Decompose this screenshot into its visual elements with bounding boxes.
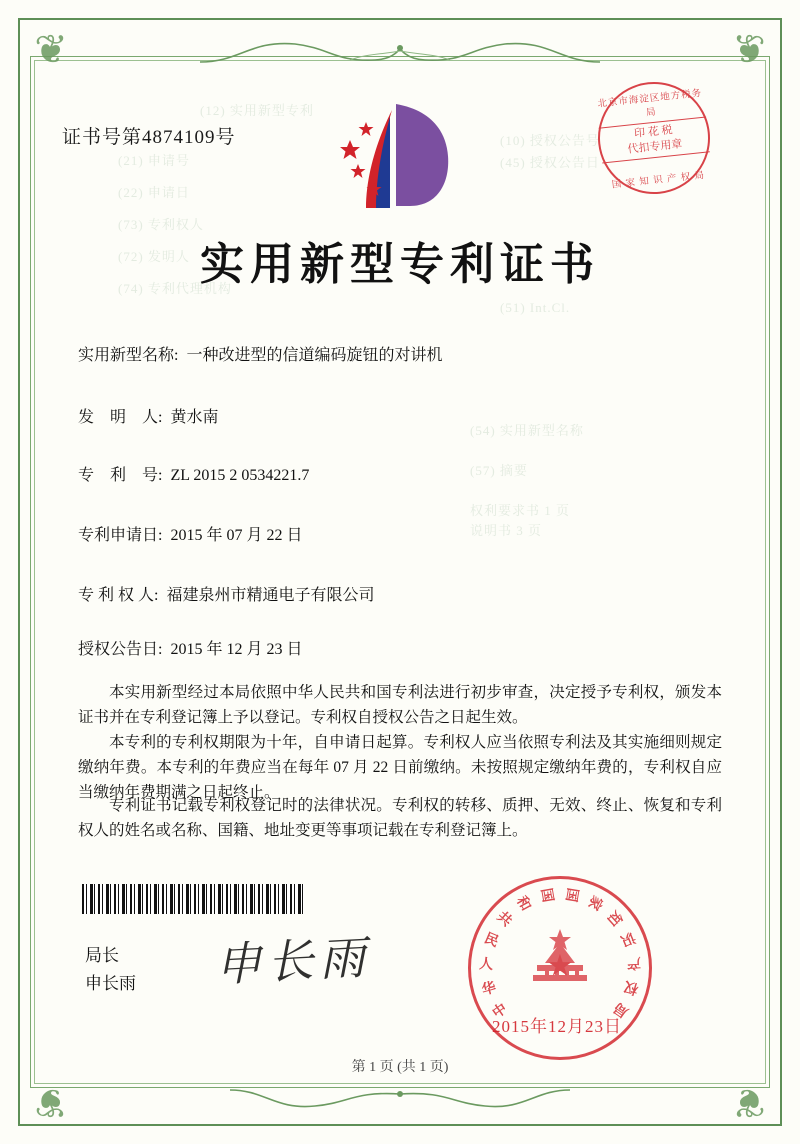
seal-ring-char: 和 <box>513 894 533 914</box>
page-footer: 第 1 页 (共 1 页) <box>351 1060 449 1075</box>
seal-ring-char: 产 <box>626 954 642 970</box>
seal-ring-char: 华 <box>480 980 498 999</box>
field-label: 授权公告日: <box>78 641 163 658</box>
corner-ornament-bottom-left: ❦ <box>34 1080 68 1125</box>
director-role-label: 局长 <box>85 946 119 965</box>
field-value: 2015 年 12 月 23 日 <box>170 641 303 658</box>
field-inventor <box>78 404 218 427</box>
handwritten-signature: 申长雨 <box>213 929 373 993</box>
paragraph-grant-statement: 本实用新型经过本局依照中华人民共和国专利法进行初步审查，决定授予专利权，颁发本证书并在专利登记簿上予以登记。专利权自授权公告之日起生效。 <box>78 684 722 726</box>
field-label: 发 明 人: <box>78 409 163 426</box>
seal-ring-char: 民 <box>481 931 501 951</box>
seal-ring-char: 家 <box>584 892 605 913</box>
seal-ring-char: 人 <box>478 957 494 973</box>
watermark-text: (51) Int.Cl. <box>500 300 571 315</box>
watermark-text: (73) 专利权人 <box>118 217 204 232</box>
paragraph-legal-status: 专利证书记载专利权登记时的法律状况。专利权的转移、质押、无效、终止、恢复和专利权人的姓名或名称、国籍、地址变更等事项记载在专利登记簿上。 <box>78 797 722 839</box>
seal-date-stamp: 2015年12月23日 <box>492 1017 622 1036</box>
field-label: 专 利 号: <box>78 467 163 484</box>
seal-ring-char: 共 <box>493 909 515 930</box>
field-utility-model-name <box>78 342 442 365</box>
seal-ring-char: 局 <box>611 999 632 1020</box>
tax-stamp-seal <box>592 76 715 199</box>
watermark-text: (10) 授权公告号 <box>500 133 600 148</box>
sipo-logo-icon <box>330 96 460 216</box>
watermark-text: (12) 实用新型专利 <box>200 103 314 118</box>
seal-ring-char: 权 <box>622 977 641 996</box>
field-label: 专利申请日: <box>78 527 163 544</box>
seal-ring-char: 识 <box>618 928 638 948</box>
barcode <box>82 884 304 914</box>
watermark-text: (72) 发明人 <box>118 249 190 264</box>
director-name-label: 申长雨 <box>85 974 136 993</box>
watermark-text: (57) 摘要 <box>470 463 528 478</box>
field-value: 黄水南 <box>170 409 219 426</box>
field-grant-announcement-date <box>78 636 302 659</box>
field-application-date <box>78 522 302 545</box>
watermark-text: (22) 申请日 <box>118 185 190 200</box>
certificate-number: 证书号第4874109号 <box>62 127 236 148</box>
seal-ring-char: 国 <box>537 887 555 904</box>
field-patentee <box>78 582 374 605</box>
field-label: 实用新型名称: <box>78 347 179 364</box>
field-value: 一种改进型的信道编码旋钮的对讲机 <box>186 347 443 364</box>
field-value: 福建泉州市精通电子有限公司 <box>166 587 375 604</box>
paragraph-term-and-fees: 本专利的专利权期限为十年，自申请日起算。专利权人应当依照专利法及其实施细则规定缴纳年费。本专利的年费应当在每年 07 月 22 日前缴纳。未按照规定缴纳年费的，专利权自应当缴纳年费期满之日起终止。 <box>78 734 722 801</box>
tax-seal-top-text: 北京市海淀区地方税务局 <box>597 88 703 119</box>
seal-ring-char: 国 <box>562 886 580 903</box>
corner-ornament-top-left: ❦ <box>34 27 68 72</box>
field-patent-number <box>78 462 309 485</box>
watermark-text: (21) 申请号 <box>118 153 190 168</box>
watermark-text: 说明书 3 页 <box>470 523 543 538</box>
field-label: 专 利 权 人: <box>78 587 159 604</box>
watermark-text: (74) 专利代理机构 <box>118 281 232 296</box>
page-title: 实用新型专利证书 <box>200 239 600 290</box>
tax-seal-middle-text: 印 花 税 代扣专用章 <box>599 116 710 163</box>
watermark-text: (54) 实用新型名称 <box>470 423 584 438</box>
watermark-text: (45) 授权公告日 <box>500 155 600 170</box>
field-value: 2015 年 07 月 22 日 <box>170 527 303 544</box>
watermark-text: 权利要求书 1 页 <box>470 503 571 518</box>
seal-ring-char: 知 <box>603 907 625 928</box>
field-value: ZL 2015 2 0534221.7 <box>170 467 310 484</box>
tax-seal-bottom-text: 国 家 知 识 产 权 局 <box>611 170 706 191</box>
director-block <box>85 942 136 998</box>
corner-ornament-top-right: ❦ <box>732 27 766 72</box>
seal-ring-char: 中 <box>490 1001 511 1022</box>
corner-ornament-bottom-right: ❦ <box>732 1080 766 1125</box>
